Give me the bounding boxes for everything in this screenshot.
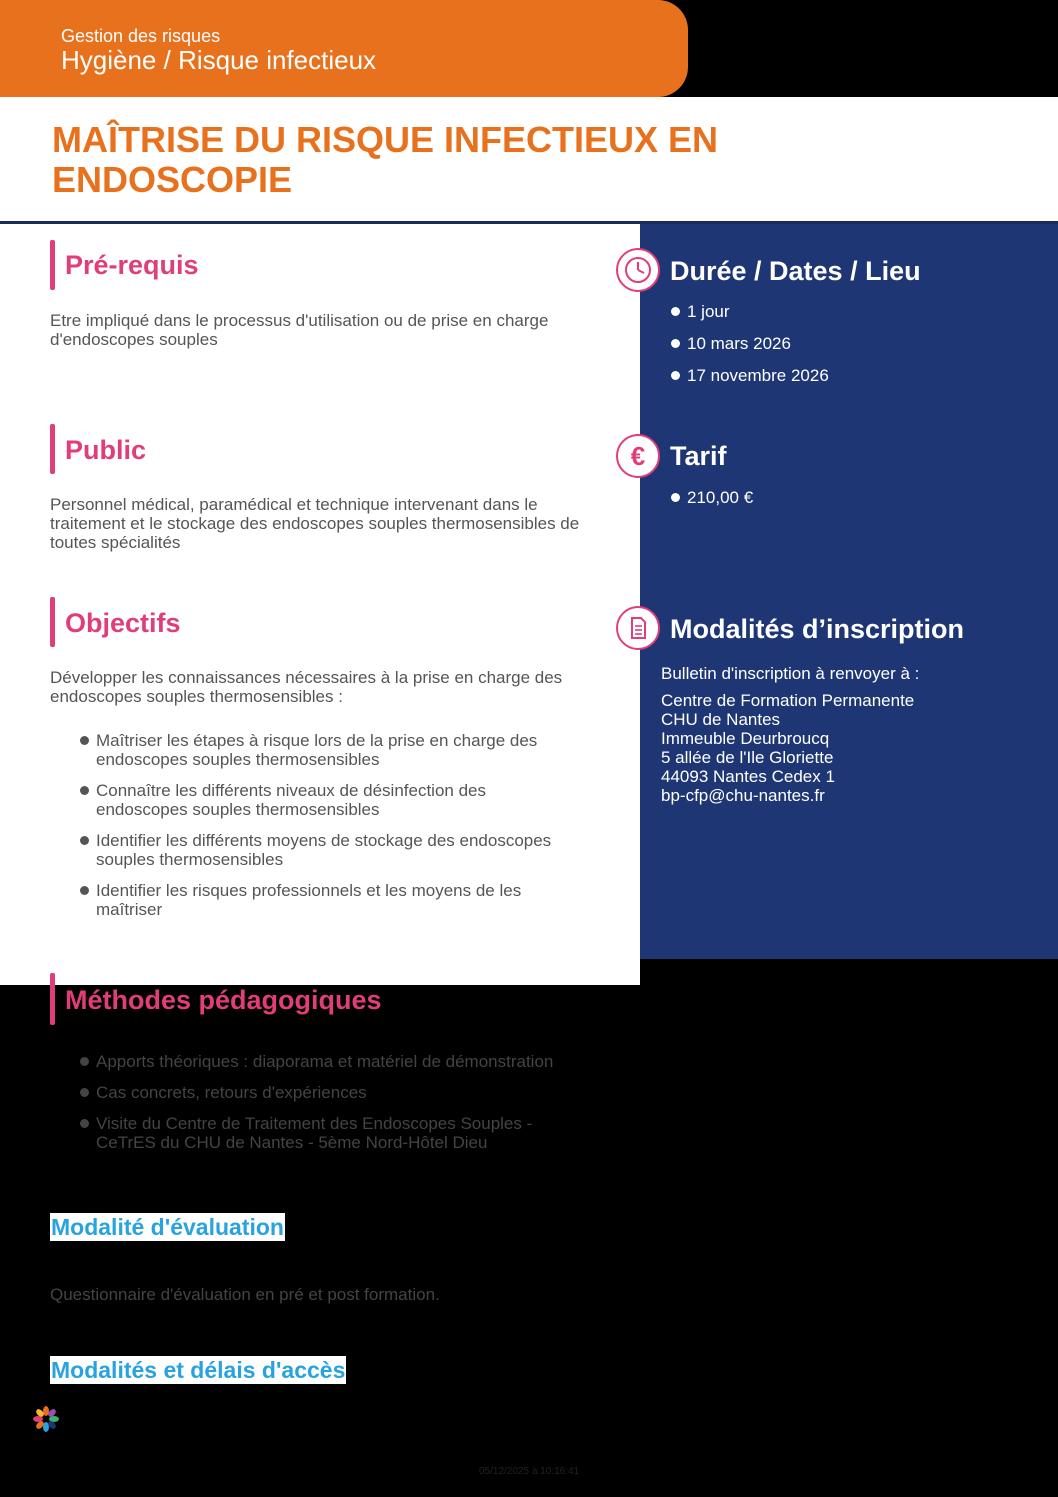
tarif-list [670,488,753,520]
section-marker [50,597,55,647]
public-text: Personnel médical, paramédical et technique intervenant dans le traitement et le stockage des endoscopes souples thermosensibles de toutes spécialités [50,495,580,552]
list-item: Visite du Centre de Traitement des Endoscopes Souples - CeTrES du CHU de Nantes - 5ème Nord-Hôtel Dieu [80,1114,570,1152]
subcategory-label: Hygiène / Risque infectieux [61,45,377,75]
page-title: MAÎTRISE DU RISQUE INFECTIEUX EN ENDOSCOPIE [52,119,719,200]
address-line: 44093 Nantes Cedex 1 [661,767,835,786]
methodes-list [80,1052,570,1164]
list-item: 17 novembre 2026 [670,366,829,385]
methodes-heading: Méthodes pédagogiques [65,985,382,1015]
prerequis-heading: Pré-requis [65,250,199,280]
duree-list [670,302,829,398]
list-item: Identifier les différents moyens de stockage des endoscopes souples thermosensibles [80,831,580,869]
section-marker [50,424,55,474]
inscription-heading: Modalités d’inscription [670,614,965,644]
inscription-address [661,691,914,805]
list-item: Cas concrets, retours d'expériences [80,1083,570,1102]
list-item: Apports théoriques : diaporama et matériel de démonstration [80,1052,570,1071]
category-label: Gestion des risques [61,26,221,46]
list-item: Maîtriser les étapes à risque lors de la prise en charge des endoscopes souples thermosensibles [80,731,580,769]
objectifs-list [80,731,580,931]
clock-icon [616,248,660,292]
list-item: 210,00 € [670,488,753,507]
evaluation-heading: Modalité d'évaluation [51,1214,284,1240]
euro-icon: € [616,434,660,478]
section-marker [50,240,55,290]
public-heading: Public [65,435,147,465]
section-marker [50,973,55,1025]
logo-flower-icon [32,1405,60,1433]
evaluation-text: Questionnaire d'évaluation en pré et post formation. [50,1285,440,1304]
footer-date: 05/12/2025 à 10:16:41 [479,1466,580,1477]
address-line: 5 allée de l'Ile Gloriette [661,748,834,767]
acces-heading: Modalités et délais d'accès [51,1357,346,1383]
list-item: 1 jour [670,302,829,321]
inscription-intro: Bulletin d'inscription à renvoyer à : [661,664,920,683]
list-item: Identifier les risques professionnels et les moyens de les maîtriser [80,881,580,919]
address-line: CHU de Nantes [661,710,781,729]
objectifs-heading: Objectifs [65,608,181,638]
document-icon [616,606,660,650]
address-line: Centre de Formation Permanente [661,691,915,710]
prerequis-text: Etre impliqué dans le processus d'utilisation ou de prise en charge d'endoscopes souples [50,311,549,349]
address-line: Immeuble Deurbroucq [661,729,830,748]
email-link[interactable]: bp-cfp@chu-nantes.fr [661,786,825,805]
duree-heading: Durée / Dates / Lieu [670,256,921,286]
list-item: 10 mars 2026 [670,334,829,353]
list-item: Connaître les différents niveaux de désinfection des endoscopes souples thermosensibles [80,781,580,819]
objectifs-intro: Développer les connaissances nécessaires à la prise en charge des endoscopes souples thermosensibles : [50,668,563,706]
tarif-heading: Tarif [670,441,727,471]
